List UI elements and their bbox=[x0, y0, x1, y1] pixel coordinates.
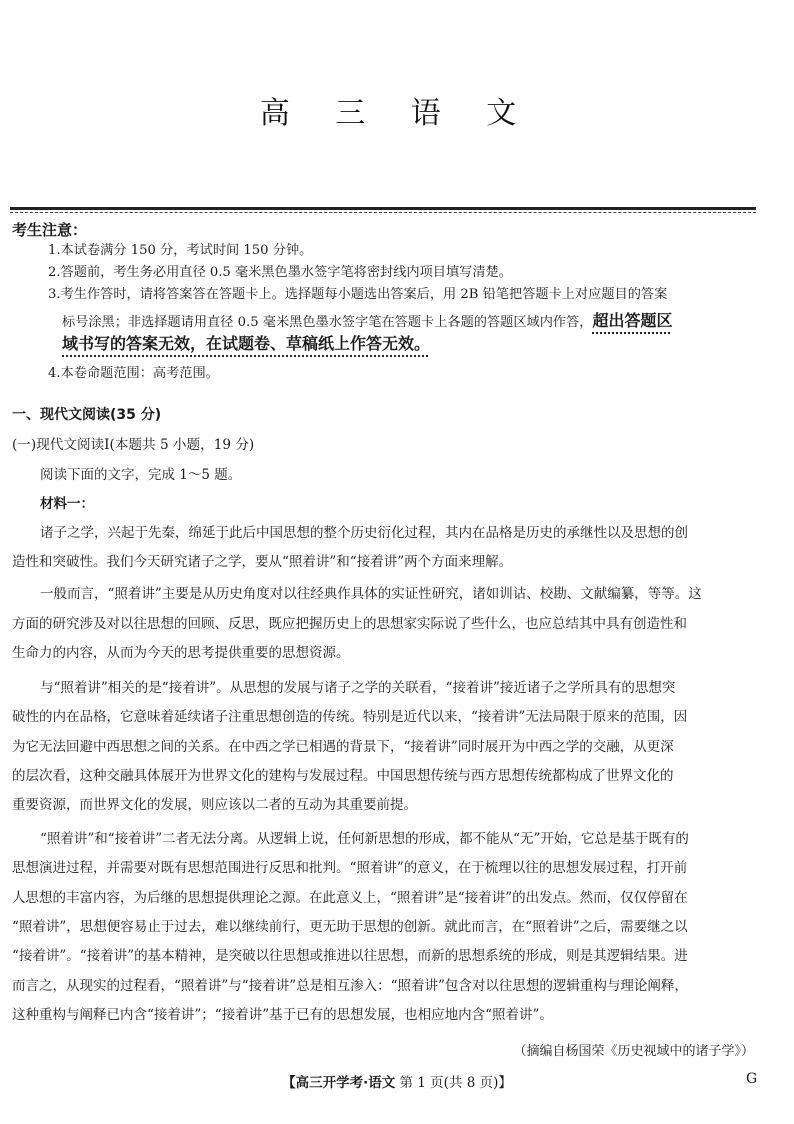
notice-item-3-line-1: 3.考生作答时，请将答案答在答题卡上。选择题每小题选出答案后，用 2B 铅笔把答题卡上对应题目的答案 bbox=[48, 287, 668, 302]
footer-page-info: 第 1 页(共 8 页)】 bbox=[399, 1075, 512, 1091]
passage-line: 思想演进过程，并需要对既有思想范围进行反思和批判。“照着讲”的意义，在于梳理以往的思想发展过程，打开前 bbox=[12, 860, 688, 876]
passage-line: “照着讲”，思想便容易止于过去，难以继续前行，更无助于思想的创新。就此而言，在“照着讲”之后，需要继之以 bbox=[12, 919, 688, 935]
notice-item-2: 2.答题前，考生务必用直径 0.5 毫米黑色墨水签字笔将密封线内项目填写清楚。 bbox=[48, 265, 512, 280]
page-title: 高 三 语 文 bbox=[259, 96, 535, 131]
notice-item-3-line-3 bbox=[62, 331, 430, 354]
passage-line: “接着讲”。“接着讲”的基本精神，是突破以往思想或推进以往思想，而新的思想系统的形成，则是其逻辑结果。进 bbox=[12, 948, 688, 964]
passage-line: 造性和突破性。我们今天研究诸子之学，要从“照着讲”和“接着讲”两个方面来理解。 bbox=[12, 554, 513, 570]
footer-paper-code: G bbox=[746, 1071, 758, 1087]
passage-line: 的层次看，这种交融具体展开为世界文化的建构与发展过程。中国思想传统与西方思想传统都构成了世界文化的 bbox=[12, 768, 674, 784]
notice-item-3-line-2 bbox=[62, 308, 673, 331]
subsection-heading: (一)现代文阅读Ⅰ(本题共 5 小题，19 分) bbox=[12, 437, 255, 453]
passage-line: 方面的研究涉及对以往思想的回顾、反思，既应把握历史上的思想家实际说了些什么，也应总结其中具有创造性和 bbox=[12, 616, 687, 632]
passage-line: 诸子之学，兴起于先秦，绵延于此后中国思想的整个历史衍化过程，其内在品格是历史的承继性以及思想的创 bbox=[40, 525, 688, 541]
passage-line: 破性的内在品格，它意味着延续诸子注重思想创造的传统。特别是近代以来，“接着讲”无法局限于原来的范围，因 bbox=[12, 709, 688, 725]
notice-item-3-emphasis: 超出答题区 bbox=[592, 311, 673, 330]
passage-line: 一般而言，“照着讲”主要是从历史角度对以往经典作具体的实证性研究，诸如训诂、校勘、文献编纂，等等。这 bbox=[40, 586, 702, 602]
passage-source: （摘编自杨国荣《历史视域中的诸子学》） bbox=[513, 1044, 754, 1059]
material-label: 材料一： bbox=[40, 496, 94, 512]
notice-item-3-emphasis-2: 域书写的答案无效，在试题卷、草稿纸上作答无效。 bbox=[62, 334, 431, 353]
section-heading: 一、现代文阅读(35 分) bbox=[12, 407, 162, 423]
header-divider-dashed bbox=[10, 212, 756, 213]
passage-line: 与“照着讲”相关的是“接着讲”。从思想的发展与诸子之学的关联看，“接着讲”接近诸子之学所具有的思想突 bbox=[40, 680, 676, 696]
footer-exam-name: 【高三开学考·语文 bbox=[282, 1075, 396, 1091]
passage-line: “照着讲”和“接着讲”二者无法分离。从逻辑上说，任何新思想的形成，都不能从“无”开始，它总是基于既有的 bbox=[40, 831, 689, 847]
passage-line: 而言之，从现实的过程看，“照着讲”与“接着讲”总是相互渗入：“照着讲”包含对以往思想的逻辑重构与理论阐释， bbox=[12, 978, 688, 994]
passage-line: 这种重构与阐释已内含“接着讲”；“接着讲”基于已有的思想发展，也相应地内含“照着讲”。 bbox=[12, 1007, 553, 1023]
notice-item-1: 1.本试卷满分 150 分，考试时间 150 分钟。 bbox=[48, 243, 313, 258]
notice-item-3-plain-text: 标号涂黑；非选择题请用直径 0.5 毫米黑色墨水签字笔在答题卡上各题的答题区域内作答， bbox=[62, 315, 593, 330]
header-divider bbox=[10, 207, 756, 210]
notice-item-4: 4.本卷命题范围：高考范围。 bbox=[48, 366, 219, 381]
passage-line: 人思想的丰富内容，为后继的思想提供理论之源。在此意义上，“照着讲”是“接着讲”的出发点。然而，仅仅停留在 bbox=[12, 890, 688, 906]
passage-line: 生命力的内容，从而为今天的思考提供重要的思想资源。 bbox=[12, 645, 350, 661]
page-footer bbox=[0, 1071, 794, 1091]
notice-heading: 考生注意： bbox=[12, 221, 88, 239]
instruction-text: 阅读下面的文字，完成 1～5 题。 bbox=[40, 467, 242, 483]
passage-line: 为它无法回避中西思想之间的关系。在中西之学已相遇的背景下，“接着讲”同时展开为中西之学的交融，从更深 bbox=[12, 739, 674, 755]
passage-line: 重要资源，而世界文化的发展，则应该以二者的互动为其重要前提。 bbox=[12, 797, 417, 813]
